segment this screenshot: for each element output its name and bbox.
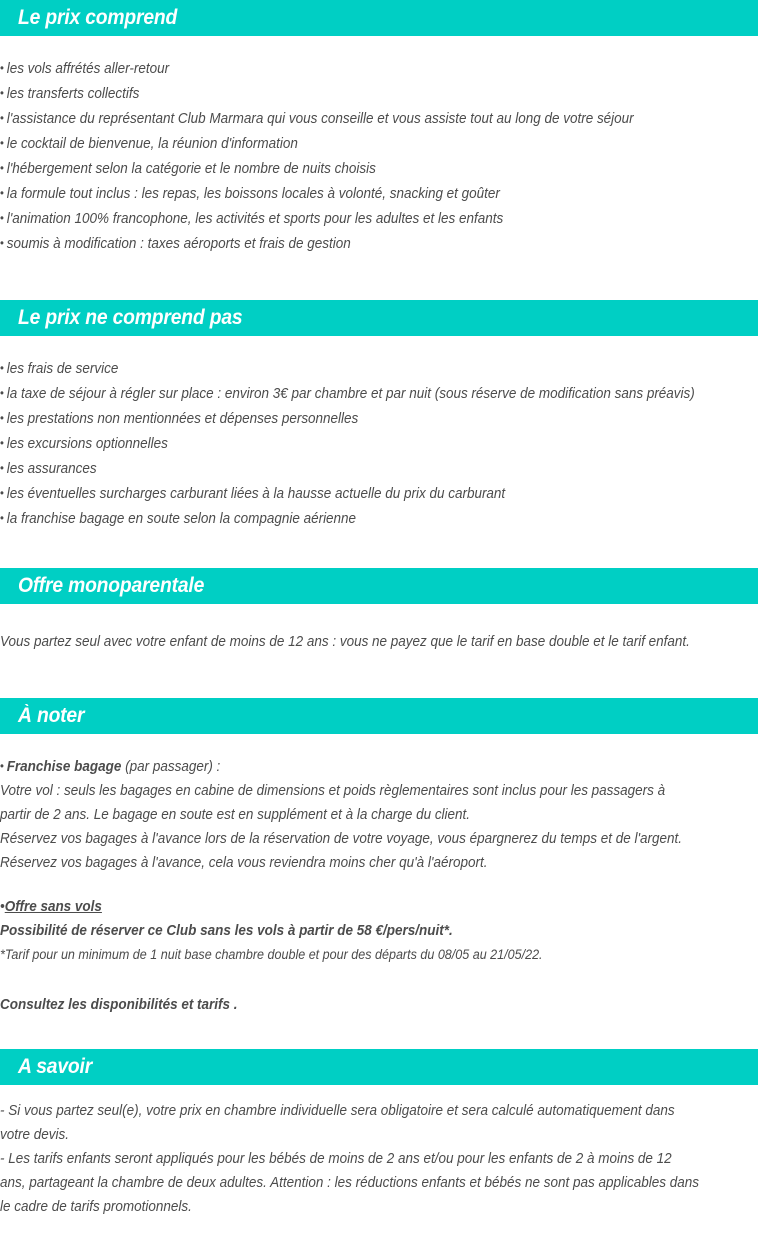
section-title: A savoir [18, 1055, 93, 1078]
paragraph [0, 1099, 752, 1147]
spacer [0, 1219, 758, 1226]
bullet-icon: • [0, 759, 4, 773]
no-flight-offer-footnote: *Tarif pour un minimum de 1 nuit base chambre double et pour des départs du 08/05 au 21/05/22. [0, 947, 543, 962]
list-item [0, 181, 699, 206]
bullet-icon: • [0, 361, 4, 375]
section-header-le-prix-comprend [0, 0, 758, 36]
list-item-text: les assurances [6, 461, 97, 477]
list-item-text: l'animation 100% francophone, les activités et sports pour les adultes et les enfants [6, 211, 504, 227]
list-item-text: soumis à modification : taxes aéroports et frais de gestion [6, 236, 351, 252]
section-title: À noter [18, 704, 85, 727]
list-item [0, 506, 699, 531]
section-body-offre-monoparentale [0, 630, 758, 654]
baggage-paragraph [0, 779, 752, 827]
section-body-le-prix-ne-comprend-pas [0, 356, 758, 531]
list-item [0, 456, 699, 481]
bullet-icon: • [0, 511, 4, 525]
paragraph: Vous partez seul avec votre enfant de moins de 12 ans : vous ne payez que le tarif en base double et le tarif enfant. [0, 634, 690, 650]
list-item [0, 481, 699, 506]
list-item [0, 381, 699, 406]
section-header-le-prix-ne-comprend-pas [0, 300, 758, 336]
list-item-text: les vols affrétés aller-retour [6, 61, 170, 77]
paragraph-text: - Si vous partez seul(e), votre prix en chambre individuelle sera obligatoire et sera calculé automatiquement dans votre devis. [0, 1103, 675, 1143]
baggage-line-3: Réservez vos bagages à l'avance, cela vous reviendra moins cher qu'à l'aéroport. [0, 855, 488, 871]
bullet-icon: • [0, 211, 4, 225]
spacer [0, 604, 758, 630]
list-item [0, 206, 699, 231]
list-item [0, 81, 699, 106]
bullet-icon: • [0, 899, 5, 915]
bullet-icon: • [0, 161, 4, 175]
section-body-a-savoir [0, 1099, 758, 1219]
bullet-icon: • [0, 411, 4, 425]
list-item-text: l'assistance du représentant Club Marmara qui vous conseille et vous assiste tout au long de votre séjour [6, 111, 634, 127]
list-item-text: la formule tout inclus : les repas, les boissons locales à volonté, snacking et goûter [6, 186, 500, 202]
section-header-a-noter [0, 698, 758, 734]
list-item [0, 231, 699, 256]
bullet-icon: • [0, 236, 4, 250]
bullet-icon: • [0, 486, 4, 500]
spacer [0, 1017, 758, 1049]
list-item-text: les frais de service [6, 361, 119, 377]
list-item [0, 431, 699, 456]
baggage-lead [0, 754, 699, 779]
list-item [0, 131, 699, 156]
section-title: Le prix ne comprend pas [18, 306, 243, 329]
bullet-icon: • [0, 436, 4, 450]
bullet-icon: • [0, 461, 4, 475]
spacer [0, 875, 752, 895]
list-item-text: le cocktail de bienvenue, la réunion d'information [6, 136, 298, 152]
bullet-icon: • [0, 61, 4, 75]
spacer [0, 734, 758, 754]
spacer [0, 36, 758, 56]
bullet-icon: • [0, 136, 4, 150]
baggage-paragraph-text: Votre vol : seuls les bagages en cabine de dimensions et poids règlementaires sont inclus pour les passagers à partir de 2 ans. Le bagage en soute est en supplément et à la charge du client. [0, 783, 666, 823]
baggage-line-2: Réservez vos bagages à l'avance lors de la réservation de votre voyage, vous épargnerez du temps et de l'argent. [0, 831, 683, 847]
section-body-le-prix-comprend [0, 56, 758, 256]
section-body-a-noter [0, 754, 758, 1017]
section-title: Le prix comprend [18, 6, 178, 29]
list-item [0, 56, 699, 81]
spacer [0, 256, 758, 300]
bullet-icon: • [0, 111, 4, 125]
list-item [0, 156, 699, 181]
list-item-text: les éventuelles surcharges carburant liées à la hausse actuelle du prix du carburant [6, 486, 506, 502]
list-item-text: les transferts collectifs [6, 86, 140, 102]
bullet-icon: • [0, 186, 4, 200]
list-item [0, 356, 699, 381]
spacer [0, 531, 758, 568]
paragraph-text: - Les tarifs enfants seront appliqués pour les bébés de moins de 2 ans et/ou pour les enfants de 2 à moins de 12 ans, partageant la chambre de deux adultes. Attention : les réductions enfants et bébés ne sont pas applicables dans le cadre de tarifs promotionnels. [0, 1151, 699, 1215]
list-item-text: la taxe de séjour à régler sur place : environ 3€ par chambre et par nuit (sous réserve de modification sans préavis) [6, 386, 695, 402]
spacer [0, 1085, 758, 1099]
list-item-text: les excursions optionnelles [6, 436, 168, 452]
list-item-text: l'hébergement selon la catégorie et le nombre de nuits choisis [6, 161, 376, 177]
spacer [0, 967, 752, 993]
list-item-text: la franchise bagage en soute selon la compagnie aérienne [6, 511, 357, 527]
section-header-a-savoir [0, 1049, 758, 1085]
list-item-text: les prestations non mentionnées et dépenses personnelles [6, 411, 359, 427]
baggage-lead-bold: Franchise bagage [6, 759, 122, 775]
bullet-icon: • [0, 386, 4, 400]
list-item [0, 106, 699, 131]
baggage-lead-rest: (par passager) : [121, 759, 221, 775]
section-header-offre-monoparentale [0, 568, 758, 604]
availability-cta-link[interactable]: Consultez les disponibilités et tarifs . [0, 997, 238, 1013]
no-flight-offer-price-line: Possibilité de réserver ce Club sans les vols à partir de 58 €/pers/nuit*. [0, 923, 453, 939]
no-flight-offer-heading[interactable]: Offre sans vols [4, 899, 102, 915]
no-flight-offer-heading-row [0, 895, 699, 919]
bullet-icon: • [0, 86, 4, 100]
spacer [0, 336, 758, 356]
section-title: Offre monoparentale [18, 574, 205, 597]
spacer [0, 654, 758, 698]
paragraph [0, 1147, 752, 1219]
list-item [0, 406, 699, 431]
